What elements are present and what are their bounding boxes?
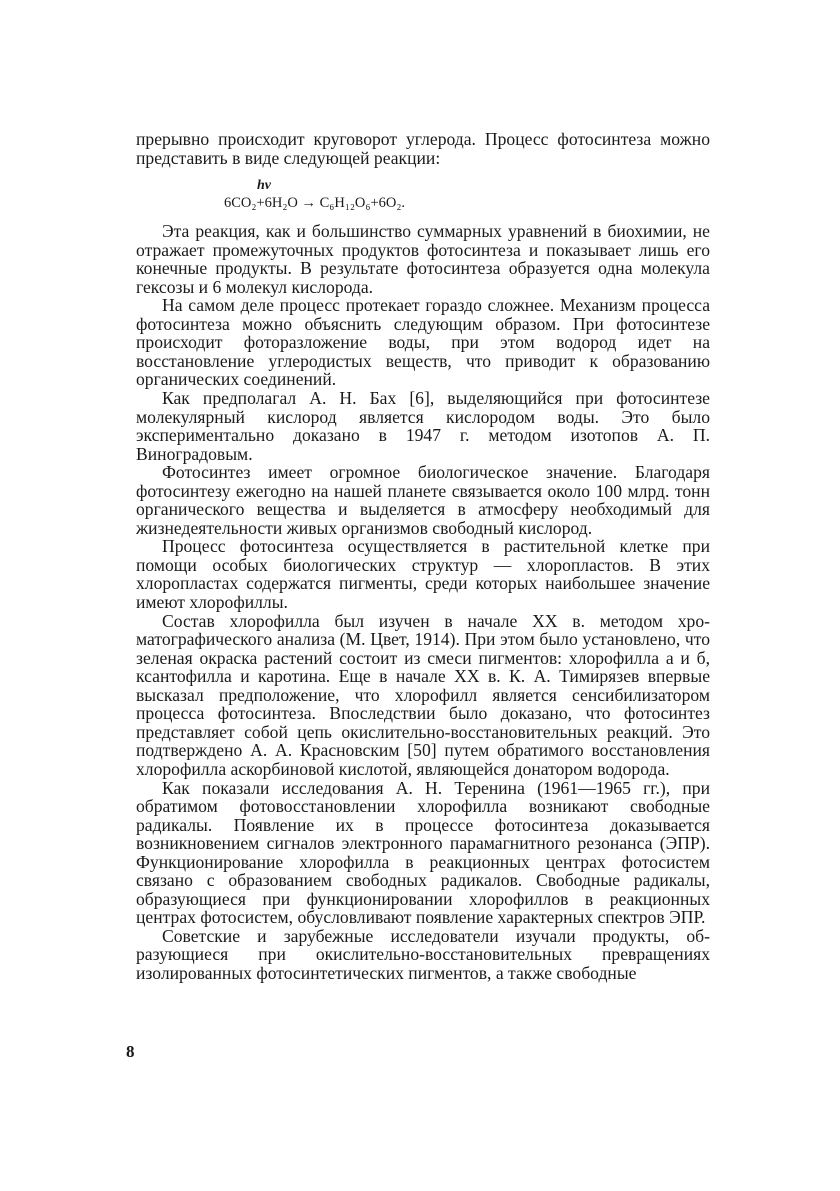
paragraph: Советские и зарубежные исследователи изучали продукты, образующиеся при окислительно-восстановительных превращениях изолированных фотосинтетических пигментов, а также свободные (136, 925, 710, 983)
paragraph: На самом деле процесс протекает гораздо сложнее. Механизм процесса фотосинтеза можно объяснить следующим образом. При фотосинтезе происходит фоторазложение воды, при этом водород идет на восстановление углеродистых веществ, что приводит к образованию органических соединений. (136, 295, 710, 390)
paragraph: Как предполагал А. Н. Бах [6], выделяющийся при фотосинтезе молекулярный кислород является кислородом воды. Это было экспериментально доказано в 1947 г. методом изотопов А. П. Виноградовым. (136, 388, 710, 464)
paragraph: Процесс фотосинтеза осуществляется в растительной клетке при помощи особых биологических структур — хлоропластов. В этих хлоропластах содержатся пигменты, среди которых наибольшее значение имеют хлорофиллы. (136, 536, 710, 613)
intro-paragraph: прерывно происходит круговорот углерода. Процесс фотосинтеза можно представить в виде следующей реакции: (136, 129, 710, 168)
paragraph: Эта реакция, как и большинство суммарных уравнений в биохимии, не отражает промежуточных продуктов фотосинтеза и показывает лишь его конечные продукты. В результате фотосинтеза образуется одна молекула гексозы и 6 молекул кислорода. (136, 221, 710, 297)
body-text (136, 130, 710, 983)
reaction-equation: 6CO₂+6H₂O → C₆H₁₂O₆+6O₂. (224, 195, 406, 212)
page-number: 8 (126, 1042, 135, 1061)
light-energy-symbol: hν (257, 178, 271, 194)
paragraph: Фотосинтез имеет огромное биологическое значение. Благодаря фотосинтезу ежегодно на нашей планете связывается около 100 млрд. тонн органического вещества и выделяется в атмосферу необходимый для жизнедеятельности живых организмов свободный кислород. (136, 462, 710, 538)
photosynthesis-reaction (136, 169, 710, 221)
paragraph: Состав хлорофилла был изучен в начале XX в. методом хроматографического анализа (М. Цвет, 1914). При этом было установлено, что зеленая окраска растений состоит из смеси пигментов: хлорофилла а и б, ксантофилла и каротина. Еще в начале XX в. К. А. Тимирязев впервые высказал предположение, что хлорофилл является сенсибилизатором процесса фотосинтеза. Впоследствии было доказано, что фотосинтез представляет собой цепь окислительно-восстановительных реакций. Это подтверждено А. А. Красновским [50] путем обратимого восстановления хлорофилла аскорбиновой кислотой, являющейся донатором водорода. (136, 610, 710, 779)
paragraph: Как показали исследования А. Н. Теренина (1961—1965 гг.), при обратимом фотовосстановлении хлорофилла возникают свободные радикалы. Появление их в процессе фотосинтеза доказывается возникновением сигналов электронного парамагнитного резонанса (ЭПР). Функционирование хлорофилла в реакционных центрах фотосистем связано с образованием свободных радикалов. Свободные радикалы, образующиеся при функционировании хлорофиллов в реакционных центрах фотосистем, обусловливают появление характерных спектров ЭПР. (136, 777, 710, 928)
